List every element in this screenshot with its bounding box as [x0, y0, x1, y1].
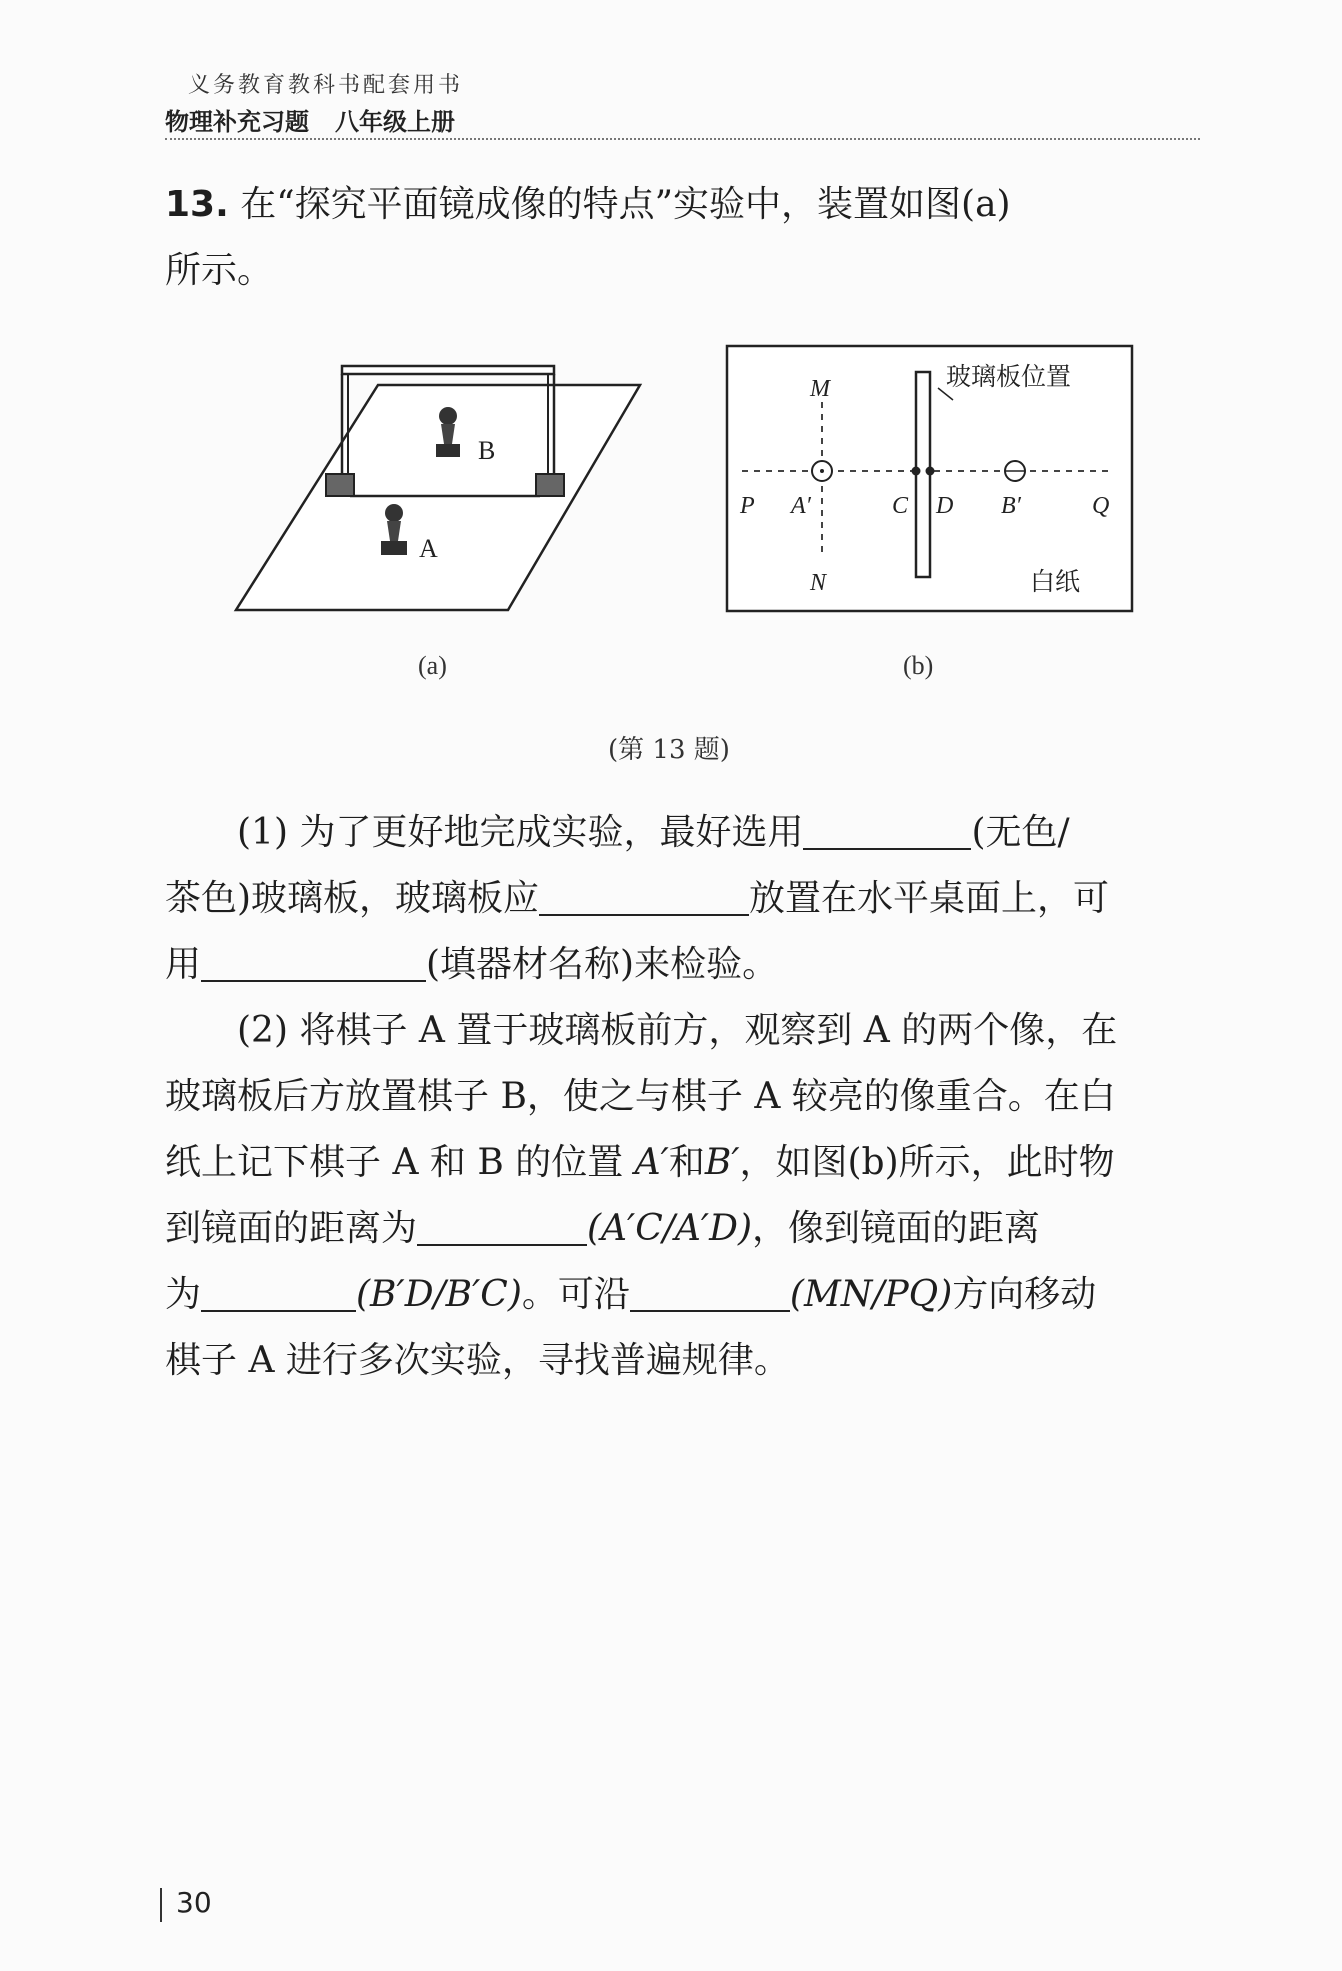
- answer-blank-2[interactable]: [539, 874, 749, 916]
- part2-line5a: 为: [165, 1274, 202, 1315]
- figure-caption: (第 13 题): [608, 735, 730, 765]
- part1-text1: (1) 为了更好地完成实验，最好选用: [237, 812, 804, 853]
- part2-a-prime: A′: [634, 1142, 669, 1183]
- grade-name: 八年级上册: [335, 108, 455, 136]
- point-d: [926, 467, 935, 476]
- label-q: Q: [1092, 493, 1110, 519]
- part1-text6: (填器材名称)来检验。: [426, 944, 779, 985]
- page-number-bar: [160, 1888, 162, 1922]
- label-p: P: [740, 493, 755, 519]
- part2-line4a: 到镜面的距离为: [165, 1208, 418, 1249]
- label-c: C: [892, 493, 909, 519]
- label-n: N: [810, 570, 827, 596]
- label-d: D: [936, 493, 954, 519]
- answer-blank-5[interactable]: [201, 1270, 356, 1312]
- part2-line1: (2) 将棋子 A 置于玻璃板前方，观察到 A 的两个像，在: [237, 1010, 1118, 1051]
- book-name: 物理补充习题: [165, 108, 309, 136]
- part2-line3c: 和: [668, 1142, 705, 1183]
- part2-line3e: ，如图(b)所示，此时物: [739, 1142, 1115, 1183]
- part-1: [165, 800, 1205, 998]
- part2-line6: 棋子 A 进行多次实验，寻找普遍规律。: [165, 1340, 790, 1381]
- part2-line3a: 纸上记下棋子 A 和 B 的位置: [165, 1142, 635, 1183]
- answer-blank-1[interactable]: [803, 808, 971, 850]
- label-a: A: [419, 534, 438, 563]
- part2-option-c: (MN/PQ): [789, 1274, 953, 1315]
- part-2: [165, 998, 1205, 1394]
- part2-line5c: 。可沿: [521, 1274, 630, 1315]
- stem-line1: 在“探究平面镜成像的特点”实验中，装置如图(a): [240, 184, 1011, 225]
- table-surface: [236, 385, 640, 610]
- figures: [0, 0, 1342, 800]
- label-m: M: [810, 376, 830, 402]
- part1-text3: 茶色)玻璃板，玻璃板应: [165, 878, 540, 919]
- figure-a: [236, 366, 640, 610]
- part2-option-b: (B′D/B′C): [356, 1274, 522, 1315]
- series-title: 义务教育教科书配套用书: [188, 73, 464, 98]
- part2-line5e: 方向移动: [952, 1274, 1097, 1315]
- point-c: [912, 467, 921, 476]
- label-b: B: [478, 436, 496, 465]
- caption-a: (a): [418, 651, 447, 680]
- stem-line2: 所示。: [165, 250, 274, 291]
- part1-text4: 放置在水平桌面上，可: [749, 878, 1110, 919]
- figure-b: [727, 346, 1132, 611]
- paper-label: 白纸: [1030, 567, 1081, 596]
- glass-stand-left: [326, 474, 354, 496]
- part1-text2: (无色/: [971, 812, 1070, 853]
- glass-top-edge: [342, 366, 554, 374]
- question-number: 13.: [165, 184, 229, 225]
- answer-blank-3[interactable]: [201, 940, 426, 982]
- glass-stand-right: [536, 474, 564, 496]
- answer-blank-4[interactable]: [417, 1204, 587, 1246]
- part2-b-prime: B′: [704, 1142, 740, 1183]
- part2-line4c: ，像到镜面的距离: [752, 1208, 1041, 1249]
- part1-text5: 用: [165, 944, 202, 985]
- glass-label: 玻璃板位置: [946, 362, 1072, 391]
- label-b-prime: B′: [1001, 493, 1021, 519]
- label-a-prime: A′: [791, 493, 811, 519]
- part2-line2: 玻璃板后方放置棋子 B，使之与棋子 A 较亮的像重合。在白: [165, 1076, 1116, 1117]
- caption-b: (b): [903, 651, 934, 680]
- part2-option-a: (A′C/A′D): [587, 1208, 752, 1249]
- page-number: 30: [176, 1886, 212, 1919]
- answer-blank-6[interactable]: [630, 1270, 790, 1312]
